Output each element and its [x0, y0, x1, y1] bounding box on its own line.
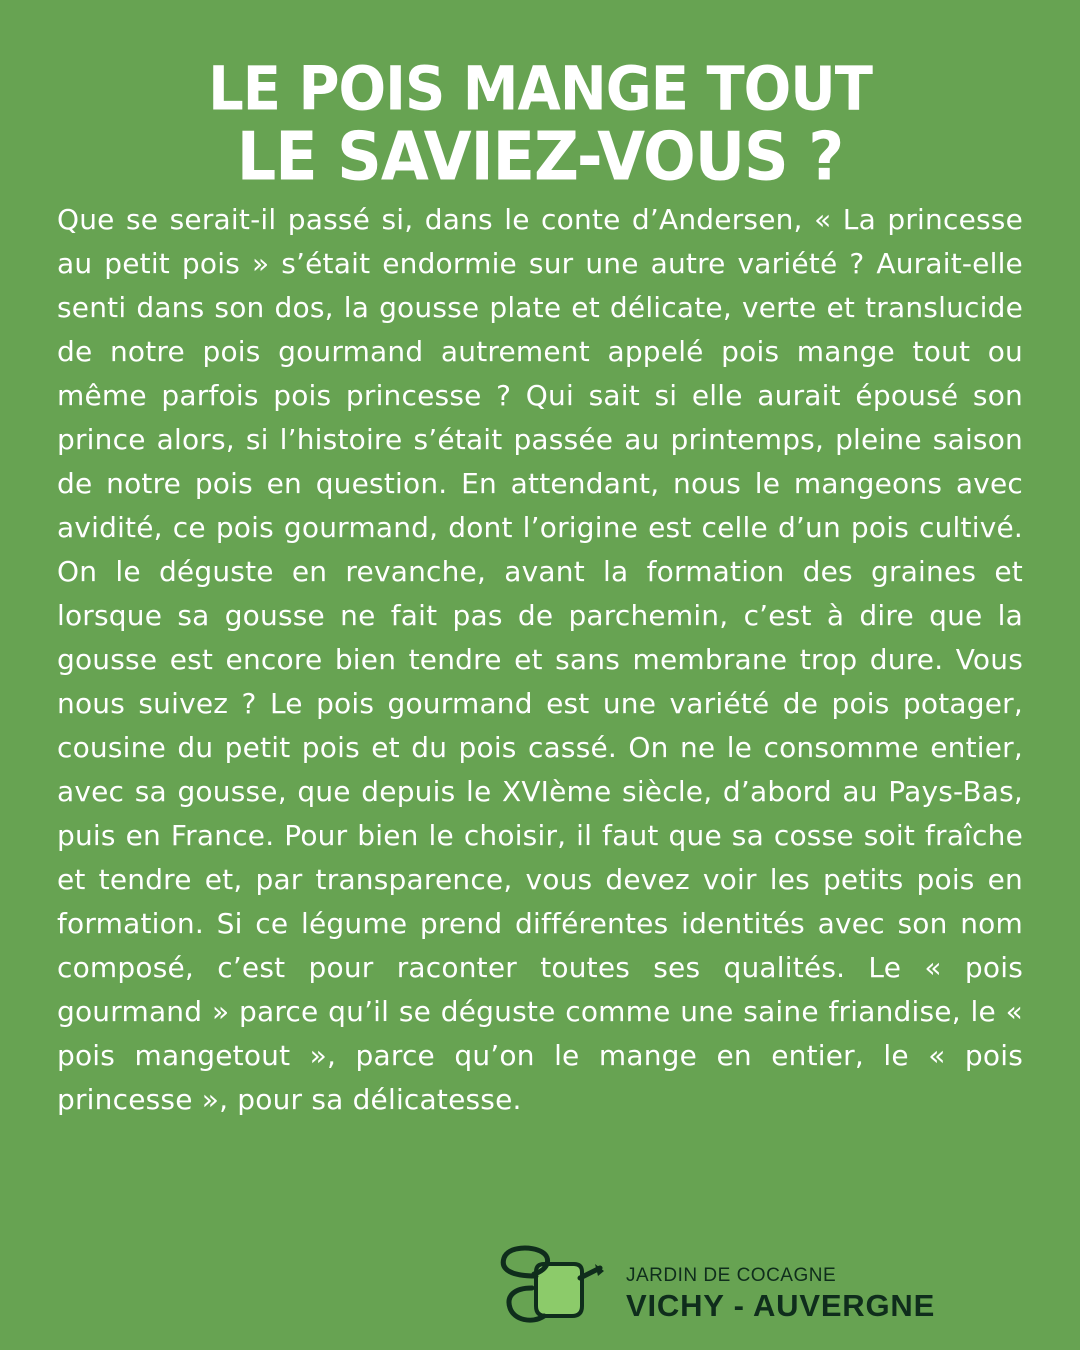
brand-line-1: JARDIN DE COCAGNE [626, 1265, 837, 1286]
brand-name [626, 1264, 935, 1324]
title-line-1: LE POIS MANGE TOUT [208, 54, 872, 125]
page-title [0, 54, 1080, 196]
title-line-2: LE SAVIEZ-VOUS ? [236, 117, 844, 196]
article-body: Que se serait-il passé si, dans le conte d’Andersen, « La princesse au petit pois » s’était endormie sur une autre variété ? Aurait-elle senti dans son dos, la gousse plate et délicate, verte et translucide de notre pois gourmand autrement appelé pois mange tout ou même parfois pois princesse ? Qui sait si elle aurait épousé son prince alors, si l’histoire s’était passée au printemps, pleine saison de notre pois en question. En attendant, nous le mangeons avec avidité, ce pois gourmand, dont l’origine est celle d’un pois cultivé. On le déguste en revanche, avant la formation des graines et lorsque sa gousse ne fait pas de parchemin, c’est à dire que la gousse est encore bien tendre et sans membrane trop dure. Vous nous suivez ? Le pois gourmand est une variété de pois potager, cousine du petit pois et du pois cassé. On ne le consomme entier, avec sa gousse, que depuis le XVIème siècle, d’abord au Pays-Bas, puis en France. Pour bien le choisir, il faut que sa cosse soit fraîche et tendre et, par transparence, vous devez voir les petits pois en formation. Si ce légume prend différentes identités avec son nom composé, c’est pour raconter toutes ses qualités. Le « pois gourmand » parce qu’il se déguste comme une saine friandise, le « pois mangetout », parce qu’on le mange en entier, le « pois princesse », pour sa délicatesse. [57, 203, 1023, 1116]
brand-logo [492, 1240, 992, 1330]
watering-can-icon [492, 1240, 612, 1330]
brand-line-2: VICHY - AUVERGNE [626, 1288, 936, 1323]
